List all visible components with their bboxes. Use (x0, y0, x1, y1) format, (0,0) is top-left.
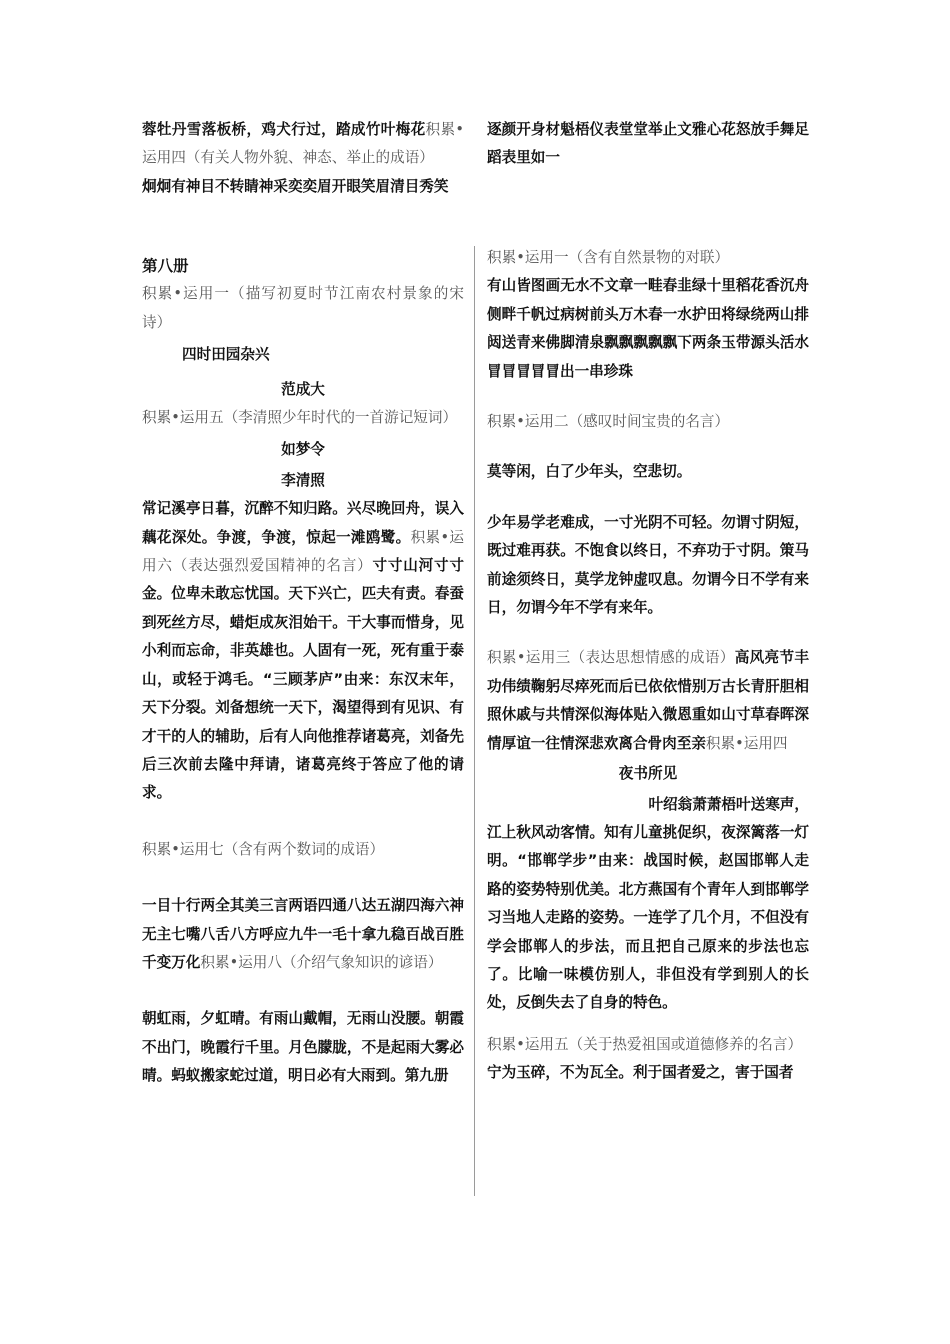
poem-title: 夜书所见 (618, 765, 678, 783)
section-label: 积累•运用五（李清照少年时代的一首游记短词） (142, 409, 458, 427)
section-label: 积累•运用四（有关人物外貌、神态、举止的成语） (142, 121, 465, 167)
text-block: 江上秋风动客情。知有儿童挑促织，夜深篱落一灯明。“邯郸学步”由来：战国时候，赵国邯郸人走路的姿势特别优美。北方燕国有个青年人到邯郸学习当地人走路的姿势。一连学了几个月，不但没有学会邯郸人的步法，而且把自己原来的步法也忘了。比喻一味模仿别人，非但没有学到别人的长处，反倒失去了自身的特色。 (487, 823, 809, 1012)
text-block: 常记溪亭日暮，沉醉不知归路。兴尽晚回舟，误入藕花深处。争渡，争渡，惊起一滩鸥鹭。积累•运用六（表达强烈爱国精神的名言）寸寸山河寸寸金。位卑未敢忘忧国。天下兴亡，匹夫有责。春蚕到死丝方尽，蜡炬成灰泪始干。干大事而惜身，见小利而忘命，非英雄也。人固有一死，死有重于泰山，或轻于鸿毛。“三顾茅庐”由来：东汉末年，天下分裂。刘备想统一天下，渴望得到有见识、有才干的人的辅助，后有人向他推荐诸葛亮，刘备先后三次前去隆中拜请，诸葛亮终于答应了他的请求。 (142, 500, 464, 802)
left-column (142, 252, 464, 1091)
book-title: 第八册 (142, 257, 189, 275)
text-block: 朝虹雨，夕虹晴。有雨山戴帽，无雨山没腰。朝霞不出门，晚霞行千里。月色朦胧，不是起雨大雾必晴。蚂蚁搬家蛇过道，明日必有大雨到。第九册 (142, 1010, 464, 1085)
poem-author-line: 叶绍翁萧萧梧叶送寒声， (648, 795, 809, 813)
text-block: 炯炯有神目不转睛神采奕奕眉开眼笑眉清目秀笑 (142, 177, 449, 195)
section-label: 积累•运用四 (705, 734, 788, 752)
top-left-column (142, 116, 464, 201)
text-block: 有山皆图画无水不文章一畦春韭绿十里稻花香沉舟侧畔千帆过病树前头万木春一水护田将绿绕两山排闼送青来佛脚清泉飘飘飘飘飘下两条玉带源头活水冒冒冒冒冒出一串珍珠 (487, 277, 809, 380)
section-label: 积累•运用二（感叹时间宝贵的名言） (487, 413, 730, 431)
section-label: 积累•运用三（表达思想情感的成语） (487, 649, 735, 667)
poem-title: 四时田园杂兴 (182, 346, 270, 364)
section-label: 积累•运用七（含有两个数词的成语） (142, 840, 385, 858)
text-block: 莫等闲，白了少年头，空悲切。 (487, 463, 692, 481)
text-block: 少年易学老难成，一寸光阴不可轻。勿谓寸阴短，既过难再获。不饱食以终日，不弃功于寸阴。策马前途须终日，莫学龙钟虚叹息。勿谓今日不学有来日，勿谓今年不学有来年。 (487, 513, 809, 617)
text-block: 蓉牡丹雪落板桥，鸡犬行过，踏成竹叶梅花积累•运用四（有关人物外貌、神态、举止的成语） (142, 121, 465, 167)
column-divider (474, 246, 475, 1196)
text-block: 逐颜开身材魁梧仪表堂堂举止文雅心花怒放手舞足蹈表里如一 (487, 121, 809, 167)
section-label: 积累•运用一（含有自然景物的对联） (487, 249, 730, 266)
top-right-column (487, 116, 809, 173)
text-block: 积累•运用三（表达思想情感的成语）高风亮节丰功伟绩鞠躬尽瘁死而后已依依惜别万古长青肝胆相照休戚与共情深似海体贴入微恩重如山寸草春晖深情厚谊一往情深悲欢离合骨肉至亲积累•运用四 (487, 649, 809, 752)
section-label: 积累•运用五（关于热爱祖国或道德修养的名言） (487, 1035, 803, 1053)
text-block: 宁为玉碎，不为瓦全。利于国者爱之，害于国者 (487, 1064, 794, 1082)
right-column (487, 244, 809, 1088)
text-block: 一目十行两全其美三言两语四通八达五湖四海六神无主七嘴八舌八方呼应九牛一毛十拿九稳百战百胜千变万化积累•运用八（介绍气象知识的谚语） (142, 897, 464, 971)
section-label: 积累•运用六（表达强烈爱国精神的名言） (142, 528, 464, 575)
section-label: 积累•运用八（介绍气象知识的谚语） (200, 953, 443, 971)
section-label: 积累•运用一（描写初夏时节江南农村景象的宋诗） (142, 285, 464, 331)
poem-author: 范成大 (281, 380, 325, 398)
poem-title: 如梦令 (281, 441, 325, 459)
poem-author: 李清照 (281, 471, 325, 489)
